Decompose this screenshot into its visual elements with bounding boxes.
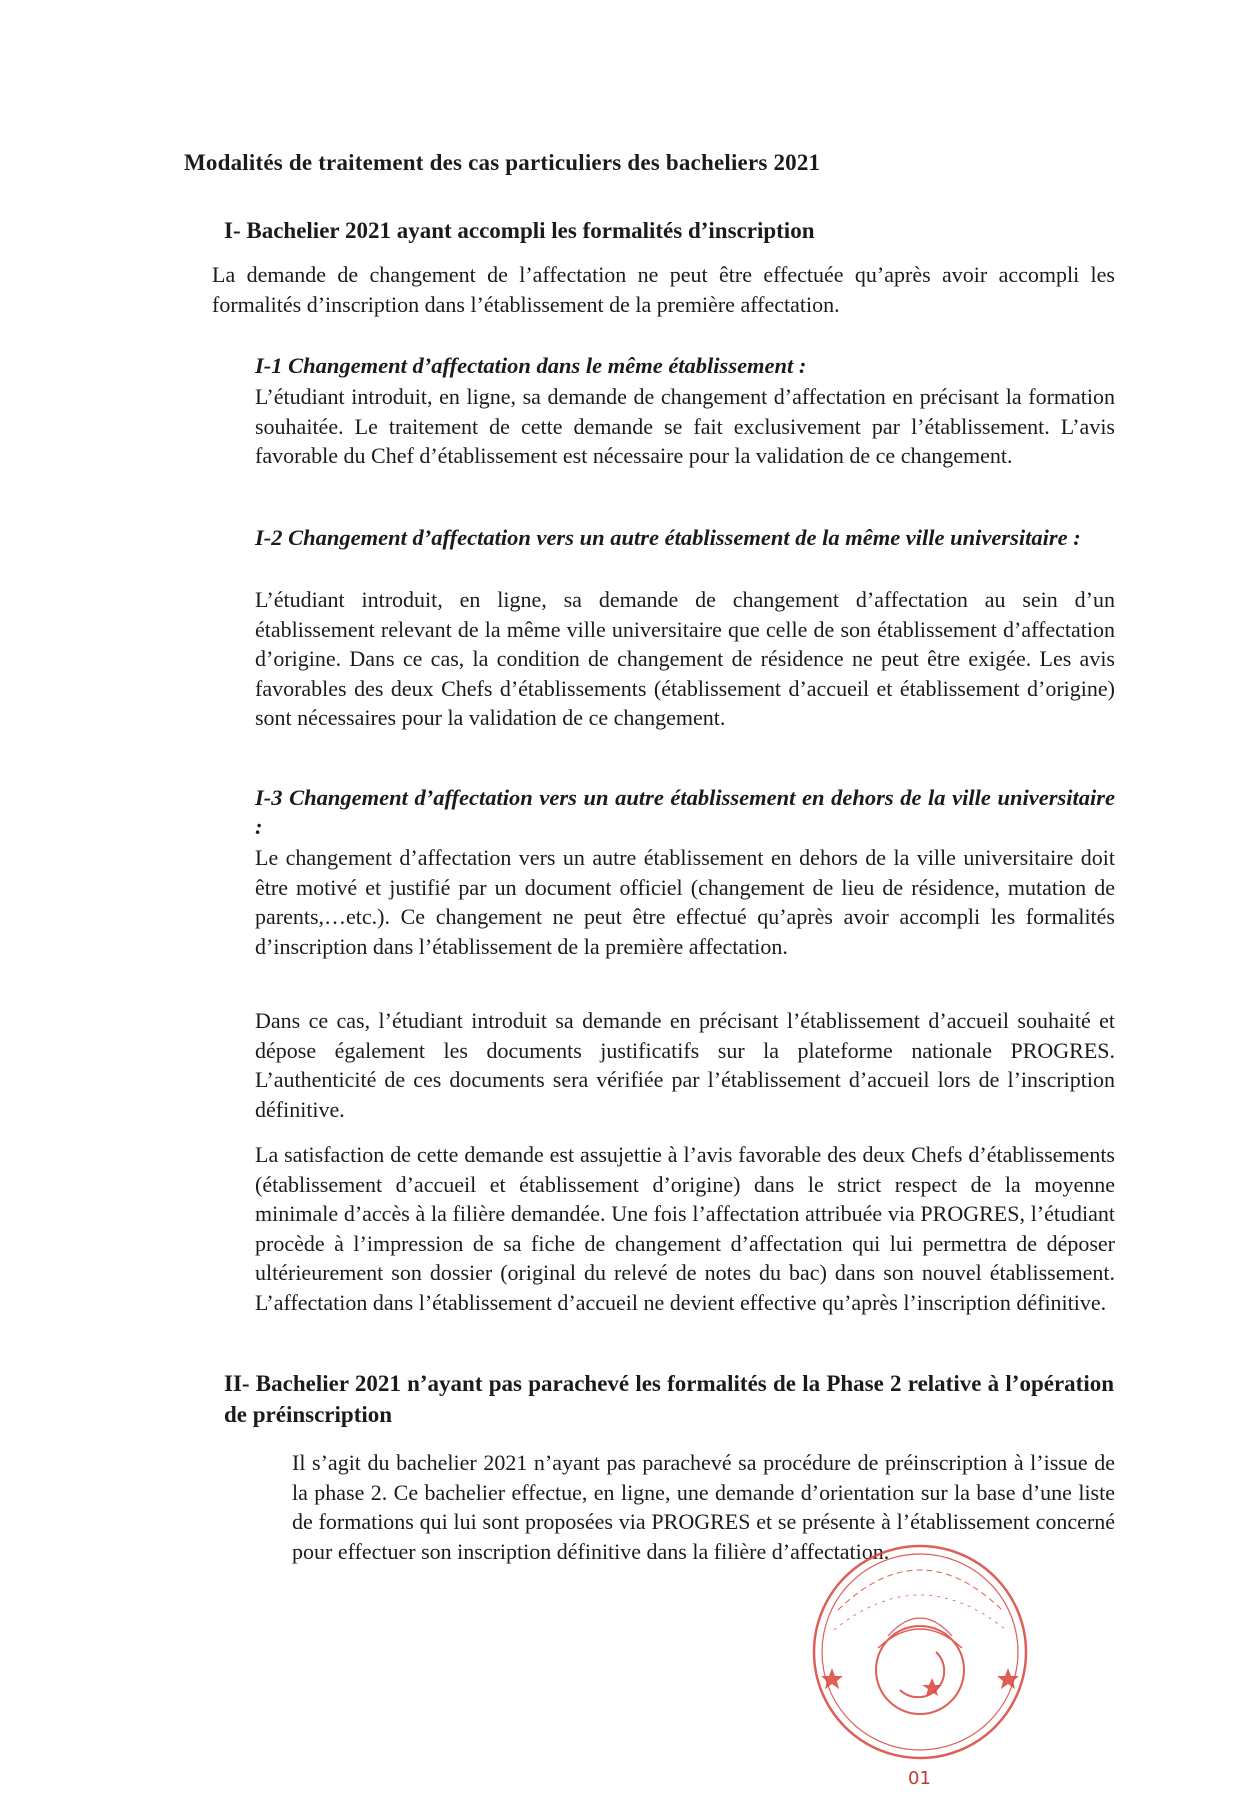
subsection-1-1-heading: I-1 Changement d’affectation dans le même établissement : [255,353,807,378]
stamp-number: 01 [908,1768,931,1789]
subsection-1-3-heading: I-3 Changement d’affectation vers un autre établissement en dehors de la ville universitaire : [255,785,1115,839]
section-1-intro: La demande de changement de l’affectation ne peut être effectuée qu’après avoir accompli les formalités d’inscription dans l’établissement de la première affectation. [212,262,1115,317]
section-2-heading: II- Bachelier 2021 n’ayant pas parachevé les formalités de la Phase 2 relative à l’opération de préinscription [224,1371,1114,1427]
subsection-1-3-text-3: La satisfaction de cette demande est assujettie à l’avis favorable des deux Chefs d’établissements (établissement d’accueil et établissement d’origine) dans le strict respect de la moyenne minimale d’accès à la filière demandée. Une fois l’affectation attribuée via PROGRES, l’étudiant procède à l’impression de sa fiche de changement d’affectation qui lui permettra de déposer ultérieurement son dossier (original du relevé de notes du bac) dans son nouvel établissement. L’affectation dans l’établissement d’accueil ne devient effective qu’après l’inscription définitive. [255,1142,1115,1315]
subsection-1-3-text-2: Dans ce cas, l’étudiant introduit sa demande en précisant l’établissement d’accueil souhaité et dépose également les documents justificatifs sur la plateforme nationale PROGRES. L’authenticité de ces documents sera vérifiée par l’établissement d’accueil lors de l’inscription définitive. [255,1008,1115,1122]
subsection-1-1-text: L’étudiant introduit, en ligne, sa demande de changement d’affectation en précisant la formation souhaitée. Le traitement de cette demande se fait exclusivement par l’établissement. L’avis favorable du Chef d’établissement est nécessaire pour la validation de ce changement. [255,384,1115,468]
official-stamp [808,1540,1038,1790]
subsection-1-3-text-1: Le changement d’affectation vers un autre établissement en dehors de la ville universitaire doit être motivé et justifié par un document officiel (changement de lieu de résidence, mutation de parents,…etc.). Ce changement ne peut être effectué qu’après avoir accompli les formalités d’inscription dans l’établissement de la première affectation. [255,845,1115,959]
subsection-1-2-text: L’étudiant introduit, en ligne, sa demande de changement d’affectation au sein d’un établissement relevant de la même ville universitaire que celle de son établissement d’affectation d’origine. Dans ce cas, la condition de changement de résidence ne peut être exigée. Les avis favorables des deux Chefs d’établissements (établissement d’accueil et établissement d’origine) sont nécessaires pour la validation de ce changement. [255,587,1115,730]
document-title: Modalités de traitement des cas particuliers des bacheliers 2021 [184,150,821,175]
section-1-heading: I- Bachelier 2021 ayant accompli les formalités d’inscription [224,218,815,243]
section-2-text: Il s’agit du bachelier 2021 n’ayant pas parachevé sa procédure de préinscription à l’issue de la phase 2. Ce bachelier effectue, en ligne, une demande d’orientation sur la base d’une liste de formations qui lui sont proposées via PROGRES et se présente à l’établissement concerné pour effectuer son inscription définitive dans la filière d’affectation. [292,1450,1115,1564]
subsection-1-2-heading: I-2 Changement d’affectation vers un autre établissement de la même ville universitaire : [255,525,1081,550]
